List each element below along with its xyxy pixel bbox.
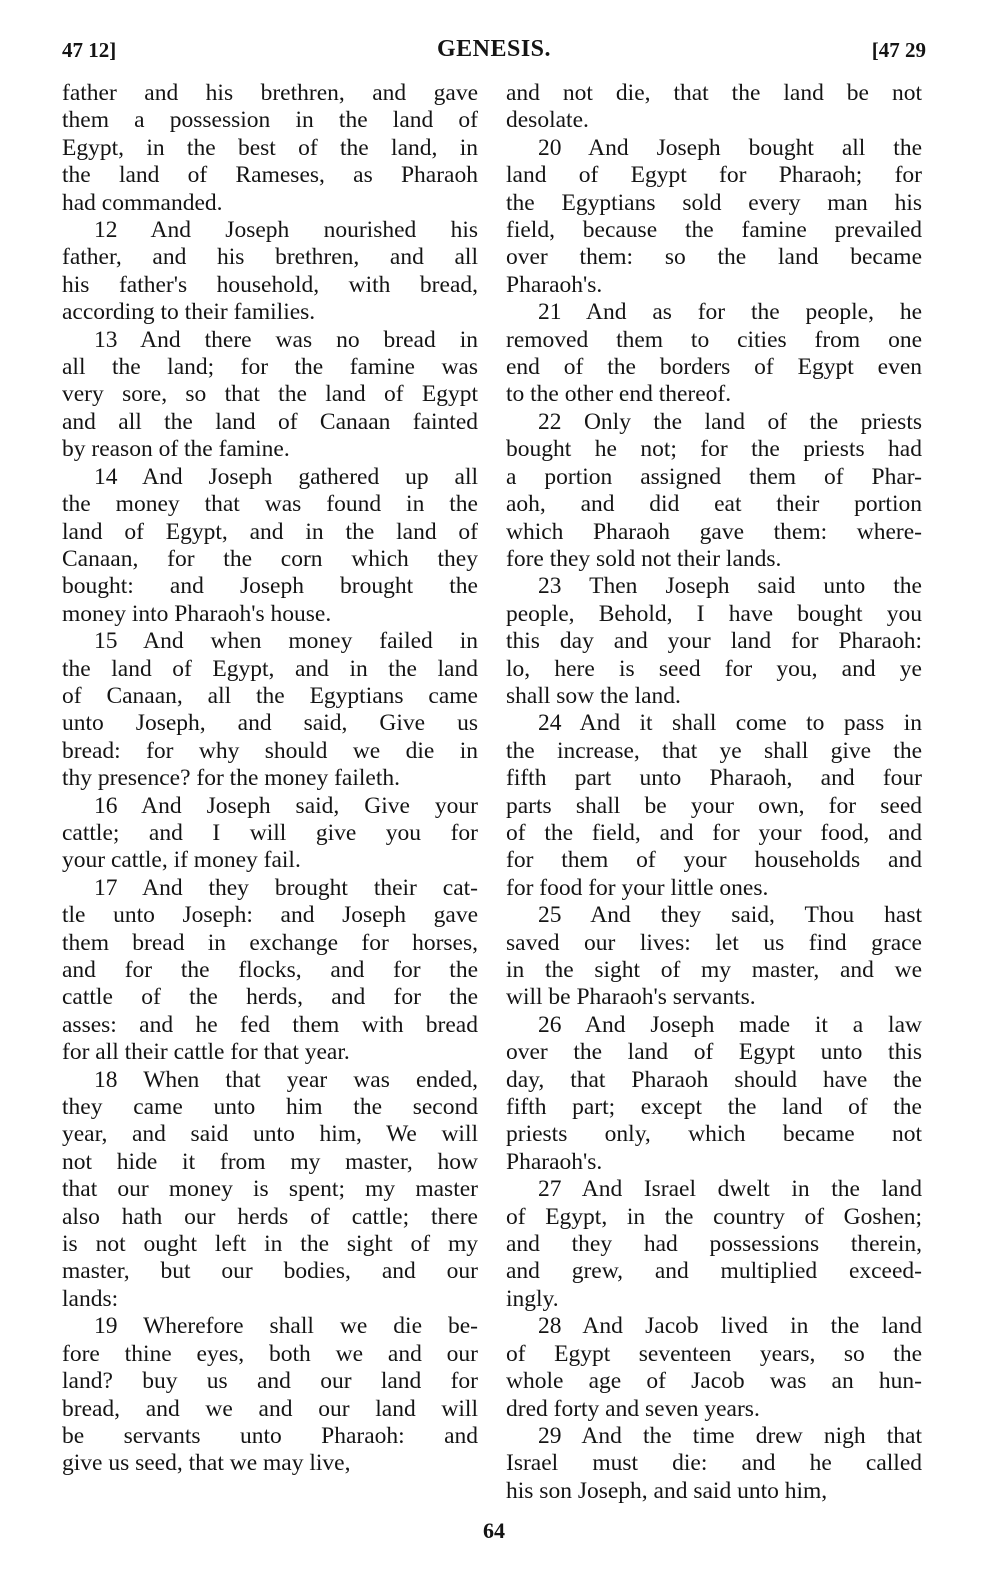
text-line: 19 Wherefore shall we die be- [94,1313,478,1340]
page-number: 64 [483,1518,505,1543]
verse-paragraph [62,1313,478,1477]
text-line: his father's household, with bread, [62,271,478,298]
text-line: 17 And they brought their cat- [94,874,478,901]
text-line: Pharaoh's. [506,271,603,298]
text-line: which Pharaoh gave them: where- [506,518,922,545]
verse-paragraph [62,793,478,875]
text-line: of the field, and for your food, and [506,819,922,846]
text-line: aoh, and did eat their portion [506,491,922,518]
text-line: 12 And Joseph nourished his [94,217,478,244]
verse-paragraph [506,409,922,573]
right-text-column [506,80,922,1505]
text-line: over them: so the land became [506,244,922,271]
text-line: 25 And they said, Thou hast [538,902,922,929]
verse-paragraph [62,464,478,628]
text-line: fore thine eyes, both we and our [62,1340,478,1367]
text-line: 27 And Israel dwelt in the land [538,1176,922,1203]
text-line: of Egypt, in the country of Goshen; [506,1203,922,1230]
verse-paragraph [506,710,922,902]
text-line: asses: and he fed them with bread [62,1011,478,1038]
running-header [62,38,926,68]
text-line: bought he not; for the priests had [506,436,922,463]
left-text-column [62,80,478,1478]
text-line: and for the flocks, and for the [62,957,478,983]
text-line: unto Joseph, and said, Give us [62,710,478,737]
text-line: very sore, so that the land of Egypt [62,381,478,408]
text-line: for all their cattle for that year. [62,1039,350,1066]
verse-paragraph [506,573,922,710]
text-line: year, and said unto him, We will [62,1121,478,1148]
text-line: of Egypt seventeen years, so the [506,1340,922,1367]
text-line: cattle of the herds, and for the [62,984,478,1011]
verse-paragraph [506,1423,922,1505]
text-line: also hath our herds of cattle; there [62,1203,478,1230]
text-line: Israel must die: and he called [506,1450,922,1477]
text-line: the land of Rameses, as Pharaoh [62,162,478,189]
text-line: people, Behold, I have bought you [506,600,922,627]
text-line: and they had possessions therein, [506,1231,922,1258]
verse-paragraph [62,875,478,1067]
text-line: land of Egypt for Pharaoh; for [506,162,922,189]
text-line: father and his brethren, and gave [62,80,478,106]
text-line: 21 And as for the people, he [538,299,922,326]
text-line: bought: and Joseph brought the [62,573,478,600]
text-line: end of the borders of Egypt even [506,354,922,381]
text-line: the money that was found in the [62,491,478,518]
text-line: thy presence? for the money faileth. [62,765,400,792]
text-line: 13 And there was no bread in [94,326,478,353]
text-line: cattle; and I will give you for [62,819,478,846]
verse-paragraph [62,628,478,792]
verse-paragraph [506,1012,922,1176]
text-line: father, and his brethren, and all [62,244,478,271]
text-line: will be Pharaoh's servants. [506,984,756,1011]
text-line: according to their families. [62,299,316,326]
text-line: your cattle, if money fail. [62,847,301,874]
text-line: day, that Pharaoh should have the [506,1066,922,1093]
text-line: Egypt, in the best of the land, in [62,134,478,161]
text-line: and not die, that the land be not [506,80,922,106]
text-line: 23 Then Joseph said unto the [538,573,922,600]
verse-paragraph [62,327,478,464]
text-line: the land of Egypt, and in the land [62,655,478,682]
text-line: priests only, which became not [506,1121,922,1148]
text-line: be servants unto Pharaoh: and [62,1422,478,1449]
text-line: fifth part unto Pharaoh, and four [506,765,922,792]
verse-paragraph [506,902,922,1012]
text-line: them bread in exchange for horses, [62,929,478,956]
text-line: Canaan, for the corn which they [62,545,478,572]
text-line: fifth part; except the land of the [506,1094,922,1121]
text-line: is not ought left in the sight of my [62,1231,478,1258]
text-line: the increase, that ye shall give the [506,737,922,764]
continued-paragraph [62,80,478,217]
text-line: over the land of Egypt unto this [506,1039,922,1066]
text-line: had commanded. [62,189,223,216]
text-line: removed them to cities from one [506,326,922,353]
text-line: 22 Only the land of the priests [538,408,922,435]
text-line: 20 And Joseph bought all the [538,134,922,161]
text-line: shall sow the land. [506,682,681,709]
text-line: this day and your land for Pharaoh: [506,628,922,655]
verse-paragraph [506,1313,922,1423]
verse-paragraph [62,1067,478,1314]
text-line: Pharaoh's. [506,1148,603,1175]
book-title: GENESIS. [436,36,552,62]
text-line: lands: [62,1285,119,1312]
text-line: in the sight of my master, and we [506,957,922,983]
text-line: land of Egypt, and in the land of [62,518,478,545]
text-line: the Egyptians sold every man his [506,189,922,216]
text-line: a portion assigned them of Phar- [506,463,922,490]
text-line: 14 And Joseph gathered up all [94,463,478,490]
text-line: them a possession in the land of [62,107,478,134]
text-line: his son Joseph, and said unto him, [506,1477,828,1504]
text-line: bread: for why should we die in [62,737,478,764]
header-left-reference: 47 12] [62,38,117,62]
text-line: 29 And the time drew nigh that [538,1422,922,1449]
text-line: dred forty and seven years. [506,1395,760,1422]
text-line: bread, and we and our land will [62,1395,478,1422]
text-line: lo, here is seed for you, and ye [506,655,922,682]
verse-paragraph [62,217,478,327]
text-line: to the other end thereof. [506,381,732,408]
text-line: and grew, and multiplied exceed- [506,1258,922,1285]
verse-paragraph [506,299,922,409]
text-line: 16 And Joseph said, Give your [94,792,478,819]
text-line: 15 And when money failed in [94,628,478,655]
text-line: give us seed, that we may live, [62,1450,351,1477]
text-line: money into Pharaoh's house. [62,600,332,627]
text-line: whole age of Jacob was an hun- [506,1368,922,1395]
text-line: 26 And Joseph made it a law [538,1011,922,1038]
text-line: for them of your households and [506,847,922,874]
text-line: they came unto him the second [62,1094,478,1121]
text-line: 18 When that year was ended, [94,1066,478,1093]
text-line: desolate. [506,107,589,134]
text-line: tle unto Joseph: and Joseph gave [62,902,478,929]
text-line: ingly. [506,1285,559,1312]
text-line: all the land; for the famine was [62,354,478,381]
continued-paragraph [506,80,922,135]
text-line: saved our lives: let us find grace [506,929,922,956]
text-line: by reason of the famine. [62,436,290,463]
text-line: master, but our bodies, and our [62,1258,478,1285]
text-line: that our money is spent; my master [62,1176,478,1203]
text-line: 24 And it shall come to pass in [538,710,922,737]
text-line: fore they sold not their lands. [506,545,782,572]
text-line: not hide it from my master, how [62,1148,478,1175]
verse-paragraph [506,135,922,299]
verse-paragraph [506,1176,922,1313]
text-line: 28 And Jacob lived in the land [538,1313,922,1340]
text-line: field, because the famine prevailed [506,217,922,244]
header-right-reference: [47 29 [871,38,926,62]
text-line: of Canaan, all the Egyptians came [62,682,478,709]
text-line: land? buy us and our land for [62,1368,478,1395]
text-line: and all the land of Canaan fainted [62,408,478,435]
text-line: parts shall be your own, for seed [506,792,922,819]
text-line: for food for your little ones. [506,874,769,901]
